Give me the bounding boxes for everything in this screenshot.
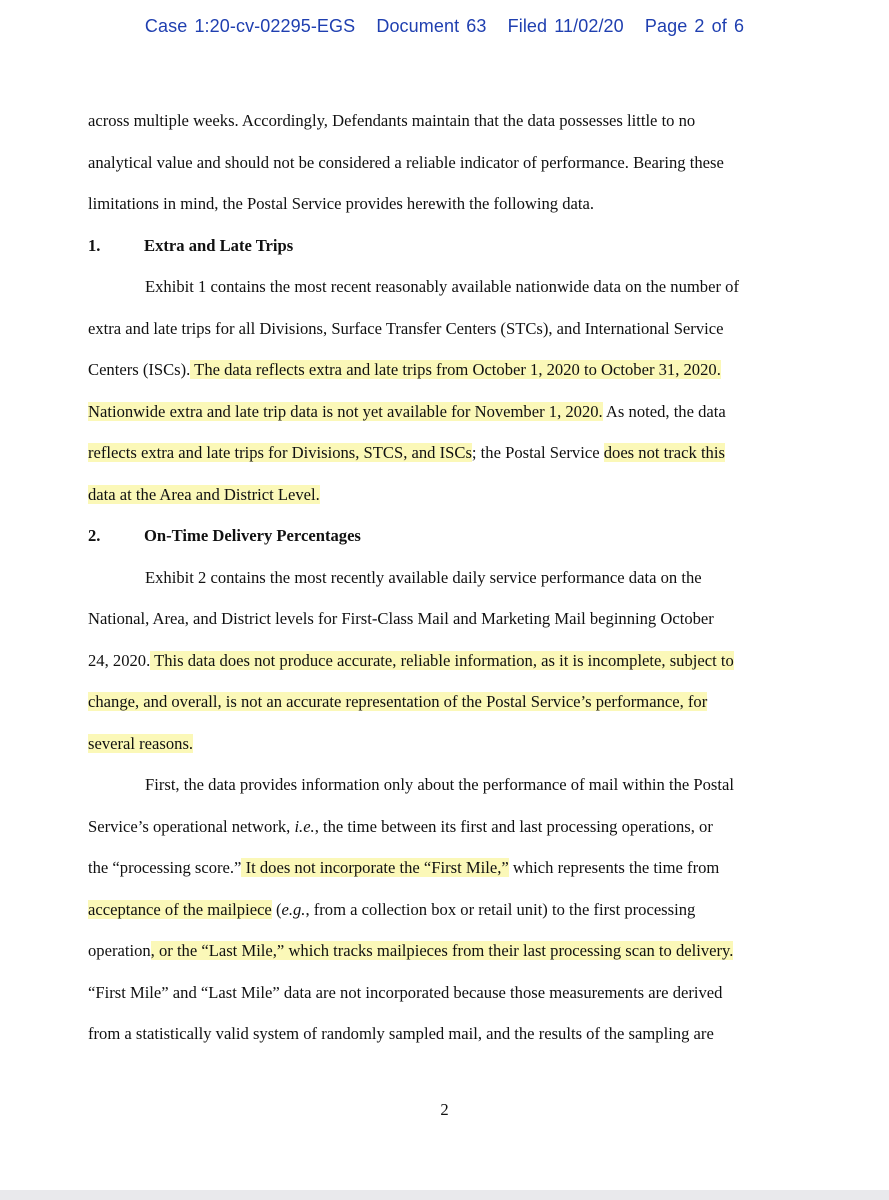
- filed-date: Filed 11/02/20: [507, 16, 624, 36]
- text-span: , the time between its first and last processing operations, or: [314, 816, 713, 836]
- text-line: [88, 889, 798, 931]
- text-line: [88, 723, 798, 765]
- text-span: Centers (ISCs).: [88, 360, 191, 379]
- text-line: [88, 432, 798, 474]
- highlighted-text: The data reflects extra and late trips from October 1, 2020 to October 31, 2020.: [190, 360, 721, 379]
- section-number: 2.: [88, 526, 101, 545]
- ecf-header: [0, 16, 889, 37]
- text-line: National, Area, and District levels for First-Class Mail and Marketing Mail beginning October: [88, 609, 714, 628]
- text-line: First, the data provides information only about the performance of mail within the Postal: [145, 775, 734, 794]
- highlighted-text: It does not incorporate the “First Mile,”: [241, 858, 509, 877]
- highlighted-text: several reasons.: [88, 733, 194, 753]
- text-line: [88, 806, 798, 848]
- page-number: 2: [440, 1100, 449, 1119]
- text-span: Service’s operational network,: [88, 816, 295, 836]
- highlighted-text: does not track this: [603, 443, 725, 462]
- text-span: the “processing score.”: [88, 858, 242, 877]
- text-line: across multiple weeks. Accordingly, Defendants maintain that the data possesses little to no: [88, 111, 696, 130]
- text-line: Exhibit 1 contains the most recent reasonably available nationwide data on the number of: [145, 277, 739, 296]
- highlighted-text: change, and overall, is not an accurate representation of the Postal Service’s performance, for: [88, 692, 708, 711]
- highlighted-text: reflects extra and late trips for Divisions, STCS, and ISCs: [88, 443, 472, 462]
- italic-text: i.e.: [294, 816, 315, 836]
- section-number: 1.: [88, 235, 101, 255]
- text-span: which represents the time from: [508, 858, 720, 877]
- text-line: [88, 391, 798, 433]
- text-line: extra and late trips for all Divisions, Surface Transfer Centers (STCs), and International Service: [88, 318, 724, 338]
- highlighted-text: acceptance of the mailpiece: [88, 899, 272, 919]
- text-line: [88, 640, 798, 682]
- text-line: [88, 681, 798, 723]
- text-line: “First Mile” and “Last Mile” data are not incorporated because those measurements are derived: [88, 982, 723, 1002]
- text-line: limitations in mind, the Postal Service provides herewith the following data.: [88, 194, 595, 213]
- text-span: , from a collection box or retail unit) to the first processing: [305, 899, 696, 919]
- document-number: Document 63: [376, 16, 487, 36]
- section-title: Extra and Late Trips: [144, 235, 294, 255]
- body-text: [88, 100, 798, 1055]
- section-heading-1: [88, 225, 798, 267]
- text-line: [88, 847, 798, 889]
- section-title: On-Time Delivery Percentages: [144, 526, 361, 545]
- text-span: 24, 2020.: [88, 650, 151, 670]
- highlighted-text: data at the Area and District Level.: [88, 484, 320, 504]
- highlighted-text: Nationwide extra and late trip data is not yet available for November 1, 2020.: [88, 401, 603, 421]
- section-heading-2: [88, 515, 798, 557]
- text-line: [88, 930, 798, 972]
- text-line: [88, 349, 798, 391]
- highlighted-text: , or the “Last Mile,” which tracks mailpieces from their last processing scan to delivery.: [150, 941, 734, 960]
- viewer-bottom-edge: [0, 1190, 889, 1200]
- highlighted-text: This data does not produce accurate, reliable information, as it is incomplete, subject to: [150, 650, 734, 670]
- text-span: As noted, the data: [602, 401, 726, 421]
- page-indicator: Page 2 of 6: [644, 16, 745, 36]
- text-span: (: [271, 899, 282, 919]
- italic-text: e.g.: [281, 899, 306, 919]
- case-number: Case 1:20-cv-02295-EGS: [144, 16, 356, 36]
- text-line: from a statistically valid system of randomly sampled mail, and the results of the sampling are: [88, 1024, 714, 1043]
- text-line: analytical value and should not be considered a reliable indicator of performance. Bearing these: [88, 152, 724, 172]
- text-line: [88, 474, 798, 516]
- text-span: operation: [88, 941, 151, 960]
- text-line: Exhibit 2 contains the most recently available daily service performance data on the: [145, 567, 702, 587]
- text-span: ; the Postal Service: [471, 443, 604, 462]
